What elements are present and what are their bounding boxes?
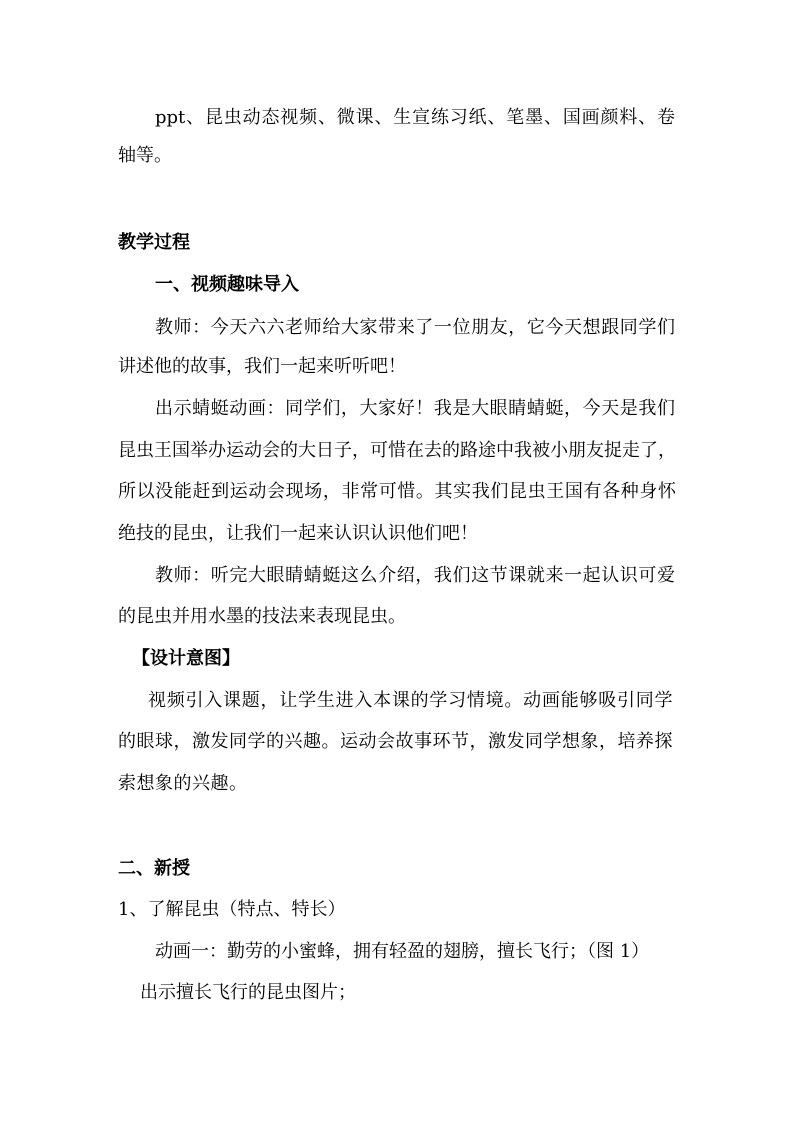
design-intent-line: 的眼球，激发同学的兴趣。运动会故事环节，激发同学想象，培养探 bbox=[118, 731, 673, 752]
design-intent-line: 视频引入课题，让学生进入本课的学习情境。动画能够吸引同学 bbox=[148, 690, 673, 711]
paragraph-line: 教师：听完大眼睛蜻蜓这么介绍，我们这节课就来一起认识可爱 bbox=[155, 565, 675, 586]
paragraph-line: 教师：今天六六老师给大家带来了一位朋友，它今天想跟同学们 bbox=[155, 317, 675, 338]
animation-line: 动画一：勤劳的小蜜蜂，拥有轻盈的翅膀，擅长飞行；（图 1） bbox=[155, 941, 650, 962]
paragraph-line: 所以没能赶到运动会现场，非常可惜。其实我们昆虫王国有各种身怀 bbox=[118, 481, 676, 502]
paragraph-line: 出示蜻蜓动画：同学们，大家好！我是大眼睛蜻蜓，今天是我们 bbox=[155, 398, 675, 419]
subsection-heading-intro: 一、视频趣味导入 bbox=[155, 274, 299, 295]
paragraph-line: 的昆虫并用水墨的技法来表现昆虫。 bbox=[118, 606, 406, 627]
materials-line-1: ppt、昆虫动态视频、微课、生宣练习纸、笔墨、国画颜料、卷 bbox=[155, 107, 675, 128]
section-heading-new-lesson: 二、新授 bbox=[118, 858, 190, 879]
paragraph-line: 讲述他的故事，我们一起来听听吧！ bbox=[118, 356, 406, 377]
subsection-heading-insects: 1、了解昆虫（特点、特长） bbox=[118, 899, 346, 920]
paragraph-line: 绝技的昆虫，让我们一起来认识认识他们吧！ bbox=[118, 523, 478, 544]
section-heading-process: 教学过程 bbox=[118, 232, 190, 253]
design-intent-line: 索想象的兴趣。 bbox=[118, 773, 248, 794]
materials-line-2: 轴等。 bbox=[118, 145, 172, 166]
paragraph-line: 昆虫王国举办运动会的大日子，可惜在去的路途中我被小朋友捉走了， bbox=[118, 440, 676, 461]
animation-line: 出示擅长飞行的昆虫图片； bbox=[140, 982, 356, 1003]
design-intent-heading: 【设计意图】 bbox=[132, 648, 240, 669]
